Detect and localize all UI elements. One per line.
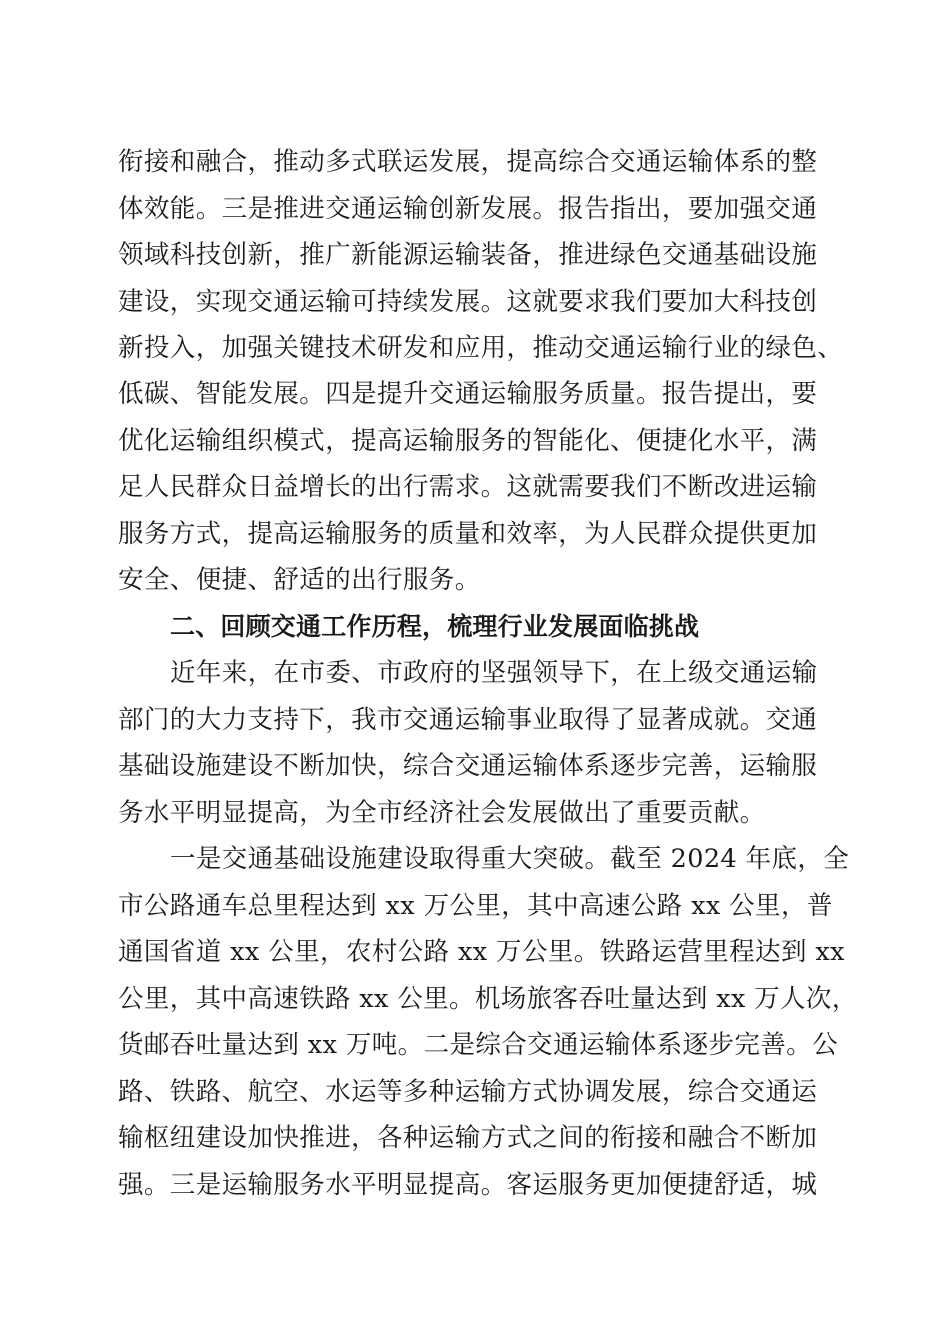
- paragraph-line: 体效能。三是推进交通运输创新发展。报告指出，要加强交通: [118, 194, 818, 224]
- paragraph-line: 货邮吞吐量达到 xx 万吨。二是综合交通运输体系逐步完善。公: [118, 1030, 838, 1060]
- paragraph-line: 通国省道 xx 公里，农村公路 xx 万公里。铁路运营里程达到 xx: [118, 937, 845, 967]
- paragraph-line: 低碳、智能发展。四是提升交通运输服务质量。报告提出，要: [118, 379, 818, 409]
- paragraph-line: 安全、便捷、舒适的出行服务。: [118, 565, 481, 595]
- paragraph-line: 衔接和融合，推动多式联运发展，提高综合交通运输体系的整: [118, 147, 818, 177]
- paragraph-line: 部门的大力支持下，我市交通运输事业取得了显著成就。交通: [118, 705, 818, 735]
- paragraph-line: 新投入，加强关键技术研发和应用，推动交通运输行业的绿色、: [118, 333, 844, 363]
- paragraph-line: 优化运输组织模式，提高运输服务的智能化、便捷化水平，满: [118, 426, 818, 456]
- paragraph-line: 强。三是运输服务水平明显提高。客运服务更加便捷舒适，城: [118, 1170, 818, 1200]
- paragraph-line: 领域科技创新，推广新能源运输装备，推进绿色交通基础设施: [118, 240, 818, 270]
- paragraph-line: 输枢纽建设加快推进，各种运输方式之间的衔接和融合不断加: [118, 1123, 818, 1153]
- paragraph-line: 路、铁路、航空、水运等多种运输方式协调发展，综合交通运: [118, 1077, 818, 1107]
- paragraph-line: 公里，其中高速铁路 xx 公里。机场旅客吞吐量达到 xx 万人次，: [118, 984, 858, 1014]
- paragraph-line: 服务方式，提高运输服务的质量和效率，为人民群众提供更加: [118, 519, 818, 549]
- paragraph-line: 建设，实现交通运输可持续发展。这就要求我们要加大科技创: [118, 287, 818, 317]
- paragraph-line: 近年来，在市委、市政府的坚强领导下，在上级交通运输: [170, 658, 818, 688]
- paragraph-line: 足人民群众日益增长的出行需求。这就需要我们不断改进运输: [118, 472, 818, 502]
- section-heading: 二、回顾交通工作历程，梳理行业发展面临挑战: [170, 612, 700, 641]
- paragraph-line: 务水平明显提高，为全市经济社会发展做出了重要贡献。: [118, 798, 766, 828]
- paragraph-line: 基础设施建设不断加快，综合交通运输体系逐步完善，运输服: [118, 751, 818, 781]
- paragraph-line: 一是交通基础设施建设取得重大突破。截至 2024 年底，全: [170, 844, 850, 874]
- paragraph-line: 市公路通车总里程达到 xx 万公里，其中高速公路 xx 公里，普: [118, 891, 833, 921]
